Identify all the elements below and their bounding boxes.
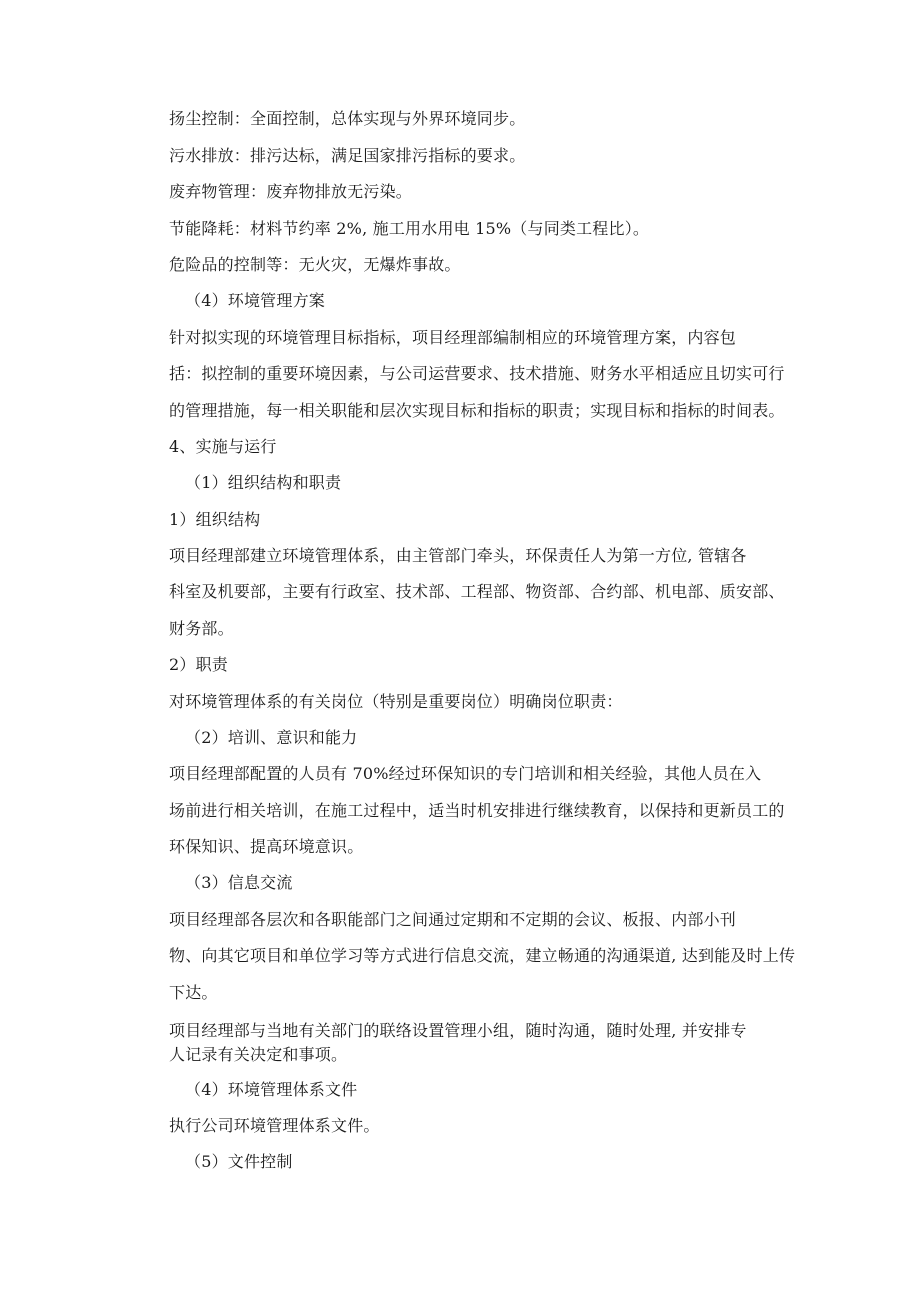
text-line: 项目经理部各层次和各职能部门之间通过定期和不定期的会议、板报、内部小刊 (169, 910, 737, 929)
section-heading: （2）培训、意识和能力 (185, 728, 358, 747)
text-line: 对环境管理体系的有关岗位（特别是重要岗位）明确岗位职责： (169, 692, 623, 711)
section-heading: 4、实施与运行 (169, 437, 277, 456)
text-line: 财务部。 (169, 619, 234, 638)
text-line: 执行公司环境管理体系文件。 (169, 1116, 380, 1135)
text-line: 人记录有关决定和事项。 (169, 1045, 348, 1064)
section-heading: （4）环境管理体系文件 (185, 1080, 358, 1099)
subsection-heading: 1）组织结构 (169, 510, 261, 529)
text-line: 场前进行相关培训，在施工过程中，适当时机安排进行继续教育，以保持和更新员工的 (169, 801, 785, 820)
text-line: 扬尘控制：全面控制，总体实现与外界环境同步。 (169, 109, 526, 128)
section-heading: （3）信息交流 (185, 873, 293, 892)
text-line: 项目经理部建立环境管理体系，由主管部门牵头，环保责任人为第一方位, 管辖各 (169, 546, 747, 565)
text-line: 废弃物管理：废弃物排放无污染。 (169, 182, 413, 201)
text-line: 科室及机要部，主要有行政室、技术部、工程部、物资部、合约部、机电部、质安部、 (169, 582, 785, 601)
text-line: 下达。 (169, 983, 218, 1002)
text-line: 节能降耗：材料节约率 2%, 施工用水用电 15%（与同类工程比）。 (169, 219, 650, 238)
text-line: 项目经理部配置的人员有 70%经过环保知识的专门培训和相关经验，其他人员在入 (169, 764, 762, 783)
text-line: 污水排放：排污达标，满足国家排污指标的要求。 (169, 146, 526, 165)
section-heading: （4）环境管理方案 (185, 291, 325, 310)
text-line: 物、向其它项目和单位学习等方式进行信息交流，建立畅通的沟通渠道, 达到能及时上传 (169, 946, 796, 965)
section-heading: （5）文件控制 (185, 1152, 293, 1171)
subsection-heading: 2）职责 (169, 655, 228, 674)
text-line: 括：拟控制的重要环境因素，与公司运营要求、技术措施、财务水平相适应且切实可行 (169, 364, 785, 383)
text-line: 的管理措施，每一相关职能和层次实现目标和指标的职责；实现目标和指标的时间表。 (169, 401, 785, 420)
text-line: 危险品的控制等：无火灾，无爆炸事故。 (169, 255, 461, 274)
text-line: 环保知识、提高环境意识。 (169, 837, 364, 856)
text-line: 项目经理部与当地有关部门的联络设置管理小组，随时沟通，随时处理, 并安排专 (169, 1021, 747, 1040)
section-heading: （1）组织结构和职责 (185, 473, 342, 492)
text-line: 针对拟实现的环境管理目标指标，项目经理部编制相应的环境管理方案，内容包 (169, 328, 737, 347)
